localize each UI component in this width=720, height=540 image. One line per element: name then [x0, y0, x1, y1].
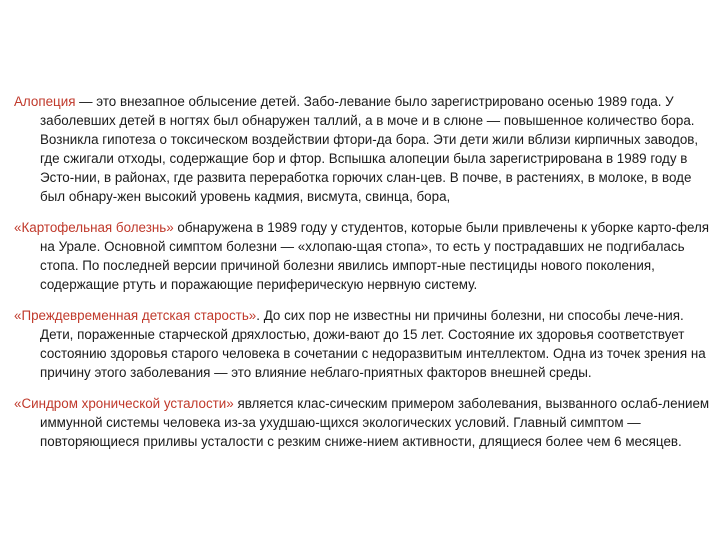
paragraph-premature-aging — [14, 306, 716, 382]
paragraph-text-chronic-fatigue: является клас-сическим примером заболевания, вызванного ослаб-лением иммунной системы человека из-за ухудшаю-щихся экологических условий. Главный симптом — повторяющиеся приливы усталости с резким сниже-нием активности, длящиеся более чем 6 месяцев. — [40, 396, 710, 449]
paragraph-text-alopecia: — это внезапное облысение детей. Забо-левание было зарегистрировано осенью 1989 года. У заболевших детей в ногтях был обнаружен таллий, а в моче и в слюне — повышенное количество бора. Возникла гипотеза о токсическом воздействии фтори-да бора. Эти дети жили вблизи кирпичных заводов, где сжигали отходы, содержащие бор и фтор. Вспышка алопеции была зарегистрирована в 1989 году в Эсто-нии, в районах, где развита переработка горючих слан-цев. В почве, в растениях, в молоке, в воде был обнару-жен высокий уровень кадмия, висмута, свинца, бора, — [40, 94, 699, 204]
document-body — [14, 92, 716, 463]
paragraph-potato-disease — [14, 218, 716, 294]
paragraph-chronic-fatigue — [14, 394, 716, 451]
paragraph-alopecia — [14, 92, 716, 206]
paragraph-text-potato-disease: обнаружена в 1989 году у студентов, которые были привлечены к уборке карто-феля на Урале. Основной симптом болезни — «хлопаю-щая стопа», то есть у пострадавших не подгибалась стопа. По последней версии причиной болезни явились импорт-ные пестициды нового поколения, содержащие ртуть и поражающие периферическую нервную систему. — [40, 220, 710, 292]
term-chronic-fatigue: «Синдром хронической усталости» — [14, 396, 234, 411]
paragraph-text-premature-aging: . До сих пор не известны ни причины болезни, ни способы лече-ния. Дети, пораженные старческой дряхлостью, дожи-вают до 15 лет. Состояние их здоровья соответствует состоянию здоровья старого человека в сочетании с недоразвитым интеллектом. Одна из точек зрения на причину этого заболевания — это влияние неблаго-приятных факторов внешней среды. — [40, 308, 706, 380]
term-premature-aging: «Преждевременная детская старость» — [14, 308, 257, 323]
term-alopecia: Алопеция — [14, 94, 76, 109]
term-potato-disease: «Картофельная болезнь» — [14, 220, 174, 235]
